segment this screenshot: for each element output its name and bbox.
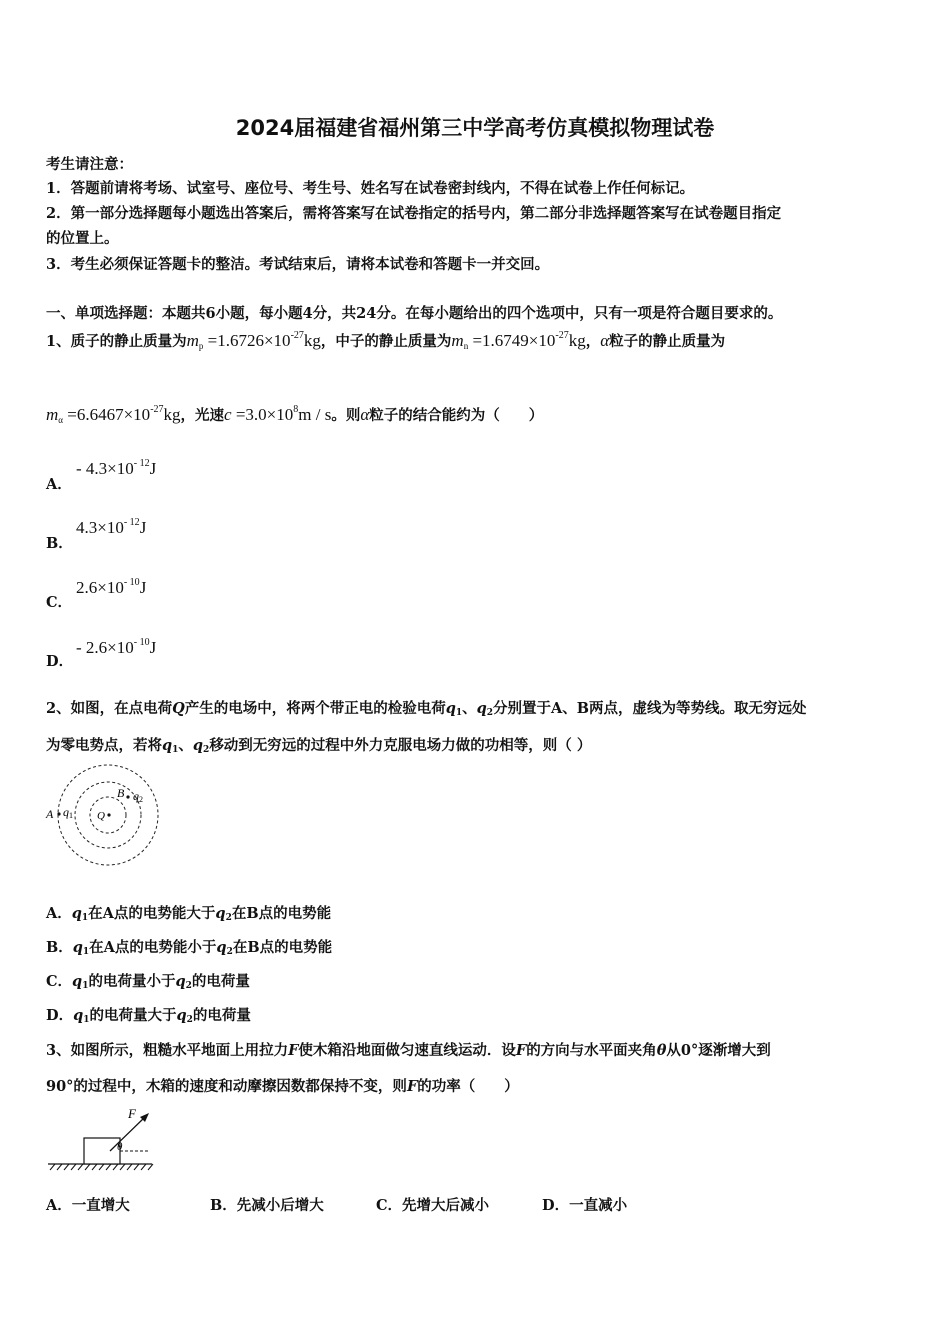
- label-q2: q2: [133, 789, 143, 804]
- q1-option-a-value: - $4.3\times 10^{- 12}J$: [76, 458, 157, 478]
- label-q1: q1: [63, 805, 73, 820]
- notice-item-2-cont: 的位置上。: [46, 230, 119, 247]
- notice-item-2: 2．第一部分选择题每小题选出答案后，需将答案写在试卷指定的括号内，第二部分非选择题答案写在试卷题目指定: [46, 205, 782, 222]
- q1-prefix: 1、质子的静止质量为: [46, 333, 187, 350]
- point-A-dot: [57, 812, 60, 815]
- q2-option-c[interactable]: C．$q_1$的电荷量小于$q_2$的电荷量: [46, 973, 250, 991]
- q1-mid: ，中子的静止质量为: [320, 333, 452, 350]
- q1-option-b-label[interactable]: B．: [46, 535, 73, 552]
- label-Q: Q: [97, 810, 105, 822]
- q3-stem-line1: 3、如图所示，粗糙水平地面上用拉力F使木箱沿地面做匀速直线运动．设F的方向与水平面夹角θ从0°逐渐增大到: [46, 1042, 771, 1059]
- q2-option-a[interactable]: A．$q_1$在A点的电势能大于$q_2$在B点的电势能: [46, 905, 332, 923]
- page-title: 2024届福建省福州第三中学高考仿真模拟物理试卷: [235, 116, 715, 140]
- q1-option-d-value: - $2.6\times 10^{- 10}J$: [76, 637, 157, 657]
- q1-alpha-mass: $m_\alpha =6.6467\times 10^{-27}kg$: [46, 404, 181, 425]
- q3-box-force-figure: [44, 1104, 164, 1176]
- charge-Q-dot: [107, 813, 110, 816]
- notice-item-1: 1．答题前请将考场、试室号、座位号、考生号、姓名写在试卷密封线内，不得在试卷上作任何标记。: [46, 180, 695, 197]
- q1-option-a-label[interactable]: A．: [46, 476, 72, 493]
- q3-option-d[interactable]: D．一直减小: [542, 1197, 628, 1214]
- q3-option-a[interactable]: A．一直增大: [46, 1197, 130, 1214]
- point-B-dot: [126, 795, 129, 798]
- q1-proton-mass: $m_p =1.6726\times 10^{-27}kg$: [186, 330, 321, 351]
- q2-equipotential-figure: [40, 760, 170, 870]
- q1-option-c-label[interactable]: C．: [46, 594, 73, 611]
- q1-suffix: 粒子的静止质量为: [609, 333, 726, 350]
- wooden-box: [84, 1138, 120, 1164]
- ground-hatching: [50, 1164, 153, 1170]
- q1-light-speed: $c =3.0\times 10^8m / s$: [224, 404, 332, 424]
- q2-option-d[interactable]: D．$q_1$的电荷量大于$q_2$的电荷量: [46, 1007, 251, 1025]
- label-F: F: [128, 1106, 136, 1121]
- q2-option-b[interactable]: B．$q_1$在A点的电势能小于$q_2$在B点的电势能: [46, 939, 333, 957]
- q1-c-label: ，光速: [180, 407, 225, 424]
- q1-alpha-symbol-2: α: [360, 405, 370, 424]
- q3-option-c[interactable]: C．先增大后减小: [376, 1197, 490, 1214]
- q1-stem-line2: $m_\alpha =6.6467\times 10^{-27}kg$，光速$c =3.0\times 10^8m / s$。则α粒子的结合能约为（ ）: [46, 404, 544, 425]
- notice-heading: 考生请注意：: [46, 156, 133, 173]
- q2-stem-line1: 2、如图，在点电荷Q产生的电场中，将两个带正电的检验电荷$q_1$、$q_2$分别置于A、B两点，虚线为等势线。取无穷远处: [46, 700, 807, 718]
- q1-alpha-symbol: α: [600, 331, 610, 350]
- q1-neutron-mass: $m_n =1.6749\times 10^{-27}kg$: [451, 330, 586, 351]
- q1-option-b-value: $4.3\times 10^{- 12}J$: [76, 517, 147, 537]
- label-B: B: [117, 786, 125, 800]
- q1-option-d-label[interactable]: D．: [46, 653, 74, 670]
- q3-option-b[interactable]: B．先减小后增大: [210, 1197, 324, 1214]
- q3-stem-line2: 90°的过程中，木箱的速度和动摩擦因数都保持不变，则F的功率（ ）: [46, 1078, 519, 1095]
- q2-stem-line2: 为零电势点，若将$q_1$、$q_2$移动到无穷远的过程中外力克服电场力做的功相等，则（ ）: [46, 737, 592, 755]
- force-arrow-shaft: [110, 1116, 146, 1151]
- section-heading: 一、单项选择题：本题共6小题，每小题4分，共24分。在每小题给出的四个选项中，只有一项是符合题目要求的。: [46, 305, 783, 322]
- notice-item-3: 3．考生必须保证答题卡的整洁。考试结束后，请将本试卷和答题卡一并交回。: [46, 256, 550, 273]
- label-A: A: [46, 807, 54, 821]
- q1-end: 粒子的结合能约为（ ）: [369, 407, 544, 424]
- q1-option-c-value: $2.6\times 10^{- 10}J$: [76, 577, 147, 597]
- q1-stem-line1: 1、质子的静止质量为$m_p =1.6726\times 10^{-27}kg$，中子的静止质量为$m_n =1.6749\times 10^{-27}kg$，α粒子的静止质量为: [46, 330, 726, 351]
- label-theta: θ: [117, 1141, 123, 1153]
